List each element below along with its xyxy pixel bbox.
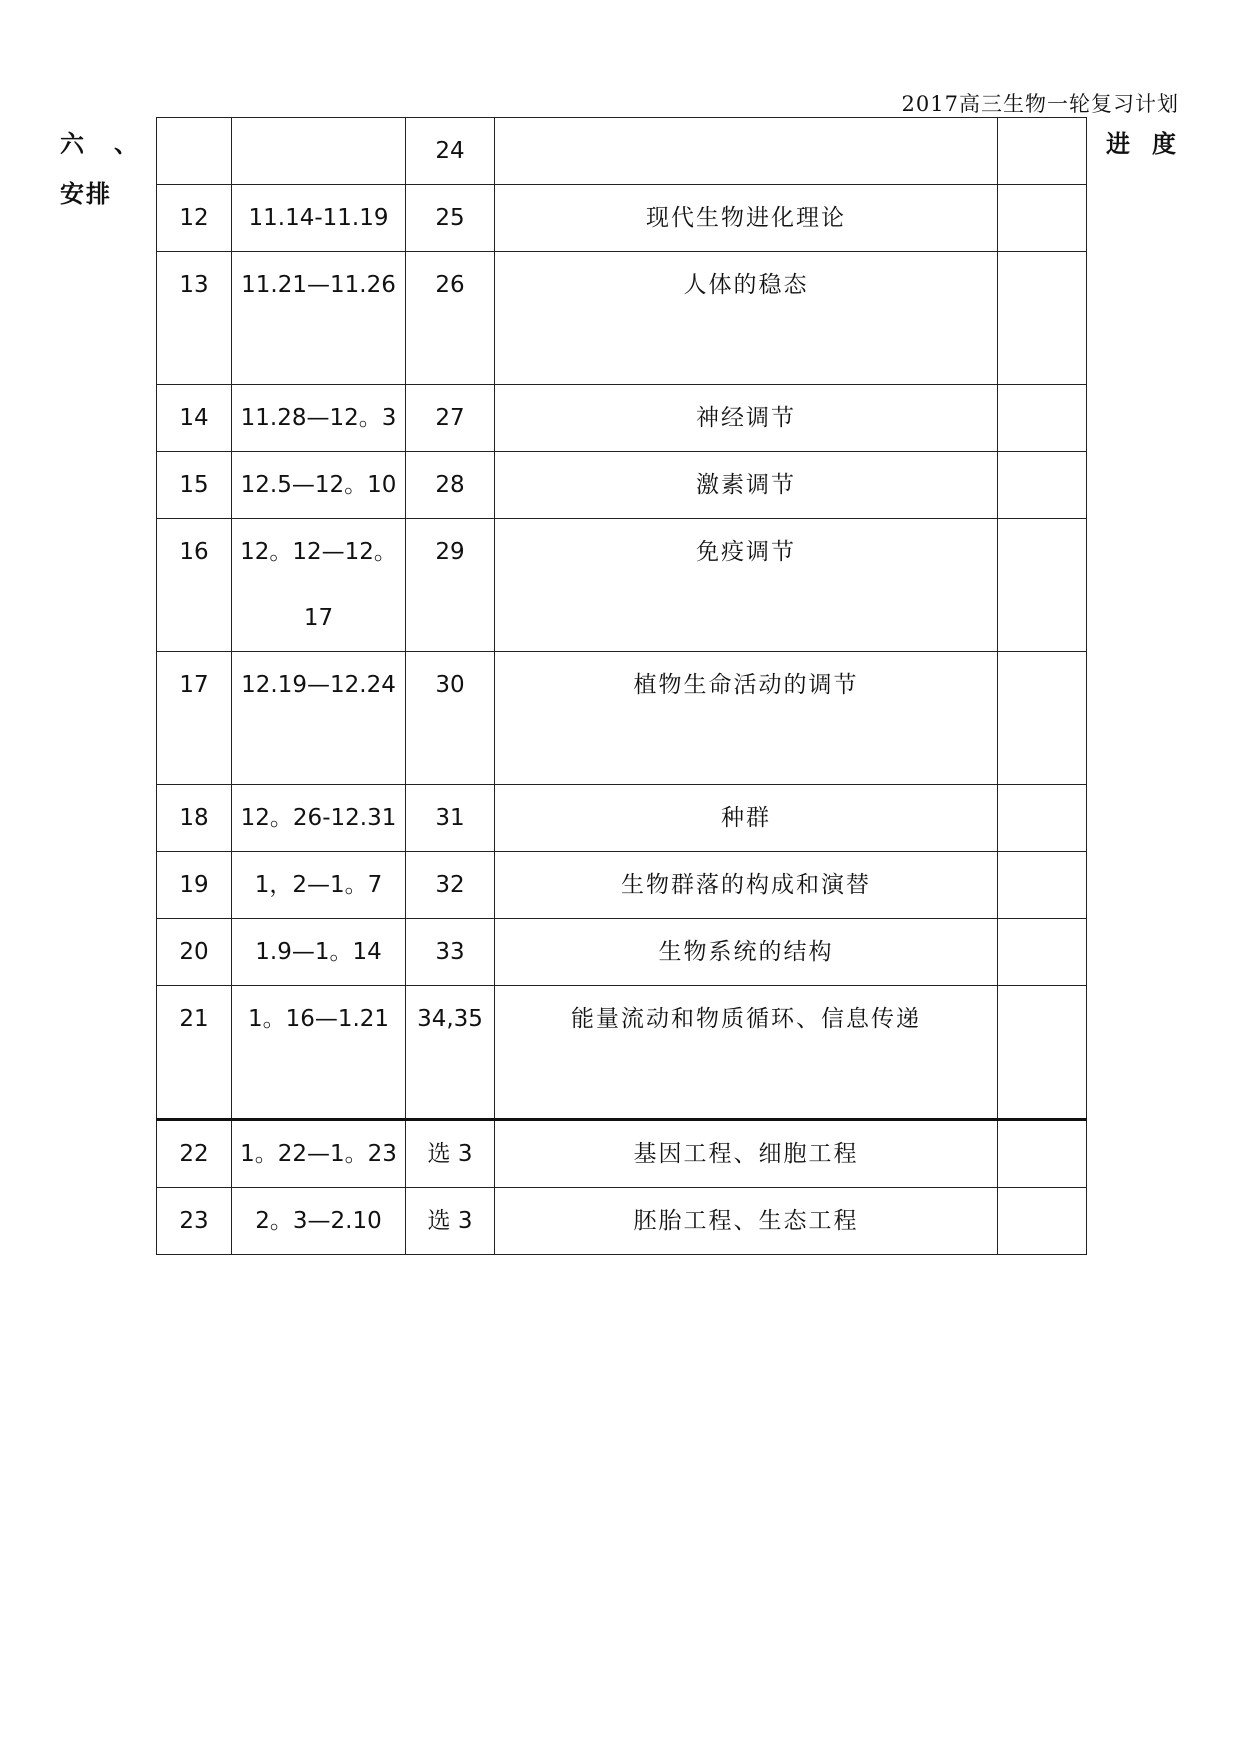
topic-cell: 胚胎工程、生态工程 <box>495 1188 998 1255</box>
lesson-cell: 选 3 <box>406 1120 495 1188</box>
table-row <box>157 919 1087 986</box>
topic-cell: 能量流动和物质循环、信息传递 <box>495 986 998 1120</box>
note-cell <box>998 919 1087 986</box>
date-cell: 1。16—1.21 <box>232 986 406 1120</box>
note-cell <box>998 1120 1087 1188</box>
table-row <box>157 519 1087 652</box>
topic-cell: 植物生命活动的调节 <box>495 652 998 785</box>
date-cell: 11.28—12。3 <box>232 385 406 452</box>
week-cell: 19 <box>157 852 232 919</box>
topic-cell: 生物系统的结构 <box>495 919 998 986</box>
date-cell: 1。22—1。23 <box>232 1120 406 1188</box>
week-cell: 23 <box>157 1188 232 1255</box>
table-row <box>157 852 1087 919</box>
week-cell: 14 <box>157 385 232 452</box>
date-cell: 1，2—1。7 <box>232 852 406 919</box>
section-label-number: 六、 <box>60 130 168 158</box>
lesson-cell: 29 <box>406 519 495 652</box>
topic-cell: 现代生物进化理论 <box>495 185 998 252</box>
lesson-cell: 34,35 <box>406 986 495 1120</box>
table-row <box>157 1188 1087 1255</box>
table-row <box>157 185 1087 252</box>
note-cell <box>998 519 1087 652</box>
note-cell <box>998 986 1087 1120</box>
week-cell: 20 <box>157 919 232 986</box>
topic-cell: 人体的稳态 <box>495 252 998 385</box>
date-cell: 12.19—12.24 <box>232 652 406 785</box>
lesson-cell: 31 <box>406 785 495 852</box>
lesson-cell: 24 <box>406 118 495 185</box>
date-cell: 11.14-11.19 <box>232 185 406 252</box>
topic-cell: 基因工程、细胞工程 <box>495 1120 998 1188</box>
lesson-cell: 26 <box>406 252 495 385</box>
table-row <box>157 385 1087 452</box>
section-label-arrange: 安排 <box>60 180 112 208</box>
week-cell: 22 <box>157 1120 232 1188</box>
note-cell <box>998 1188 1087 1255</box>
note-cell <box>998 385 1087 452</box>
section-label-progress: 进度 <box>1106 130 1198 158</box>
date-cell: 1.9—1。14 <box>232 919 406 986</box>
page-header-title: 2017高三生物一轮复习计划 <box>901 92 1179 116</box>
lesson-cell: 28 <box>406 452 495 519</box>
note-cell <box>998 185 1087 252</box>
lesson-cell: 25 <box>406 185 495 252</box>
week-cell: 16 <box>157 519 232 652</box>
note-cell <box>998 652 1087 785</box>
topic-cell: 生物群落的构成和演替 <box>495 852 998 919</box>
review-schedule-table <box>156 117 1087 1255</box>
lesson-cell: 33 <box>406 919 495 986</box>
week-cell: 13 <box>157 252 232 385</box>
topic-cell: 神经调节 <box>495 385 998 452</box>
table-row <box>157 785 1087 852</box>
week-cell: 15 <box>157 452 232 519</box>
date-cell: 12。26-12.31 <box>232 785 406 852</box>
date-cell: 12.5—12。10 <box>232 452 406 519</box>
note-cell <box>998 785 1087 852</box>
table-row <box>157 118 1087 185</box>
date-cell <box>232 118 406 185</box>
date-cell: 2。3—2.10 <box>232 1188 406 1255</box>
week-cell: 18 <box>157 785 232 852</box>
topic-cell: 激素调节 <box>495 452 998 519</box>
table-row <box>157 652 1087 785</box>
date-cell: 12。12—12。17 <box>232 519 406 652</box>
topic-cell <box>495 118 998 185</box>
topic-cell: 免疫调节 <box>495 519 998 652</box>
lesson-cell: 30 <box>406 652 495 785</box>
date-cell: 11.21—11.26 <box>232 252 406 385</box>
note-cell <box>998 852 1087 919</box>
lesson-cell: 27 <box>406 385 495 452</box>
table-row <box>157 452 1087 519</box>
lesson-cell: 32 <box>406 852 495 919</box>
table-row <box>157 252 1087 385</box>
table-row <box>157 986 1087 1120</box>
note-cell <box>998 452 1087 519</box>
note-cell <box>998 118 1087 185</box>
week-cell: 12 <box>157 185 232 252</box>
lesson-cell: 选 3 <box>406 1188 495 1255</box>
week-cell: 17 <box>157 652 232 785</box>
note-cell <box>998 252 1087 385</box>
topic-cell: 种群 <box>495 785 998 852</box>
week-cell: 21 <box>157 986 232 1120</box>
table-row <box>157 1120 1087 1188</box>
week-cell <box>157 118 232 185</box>
